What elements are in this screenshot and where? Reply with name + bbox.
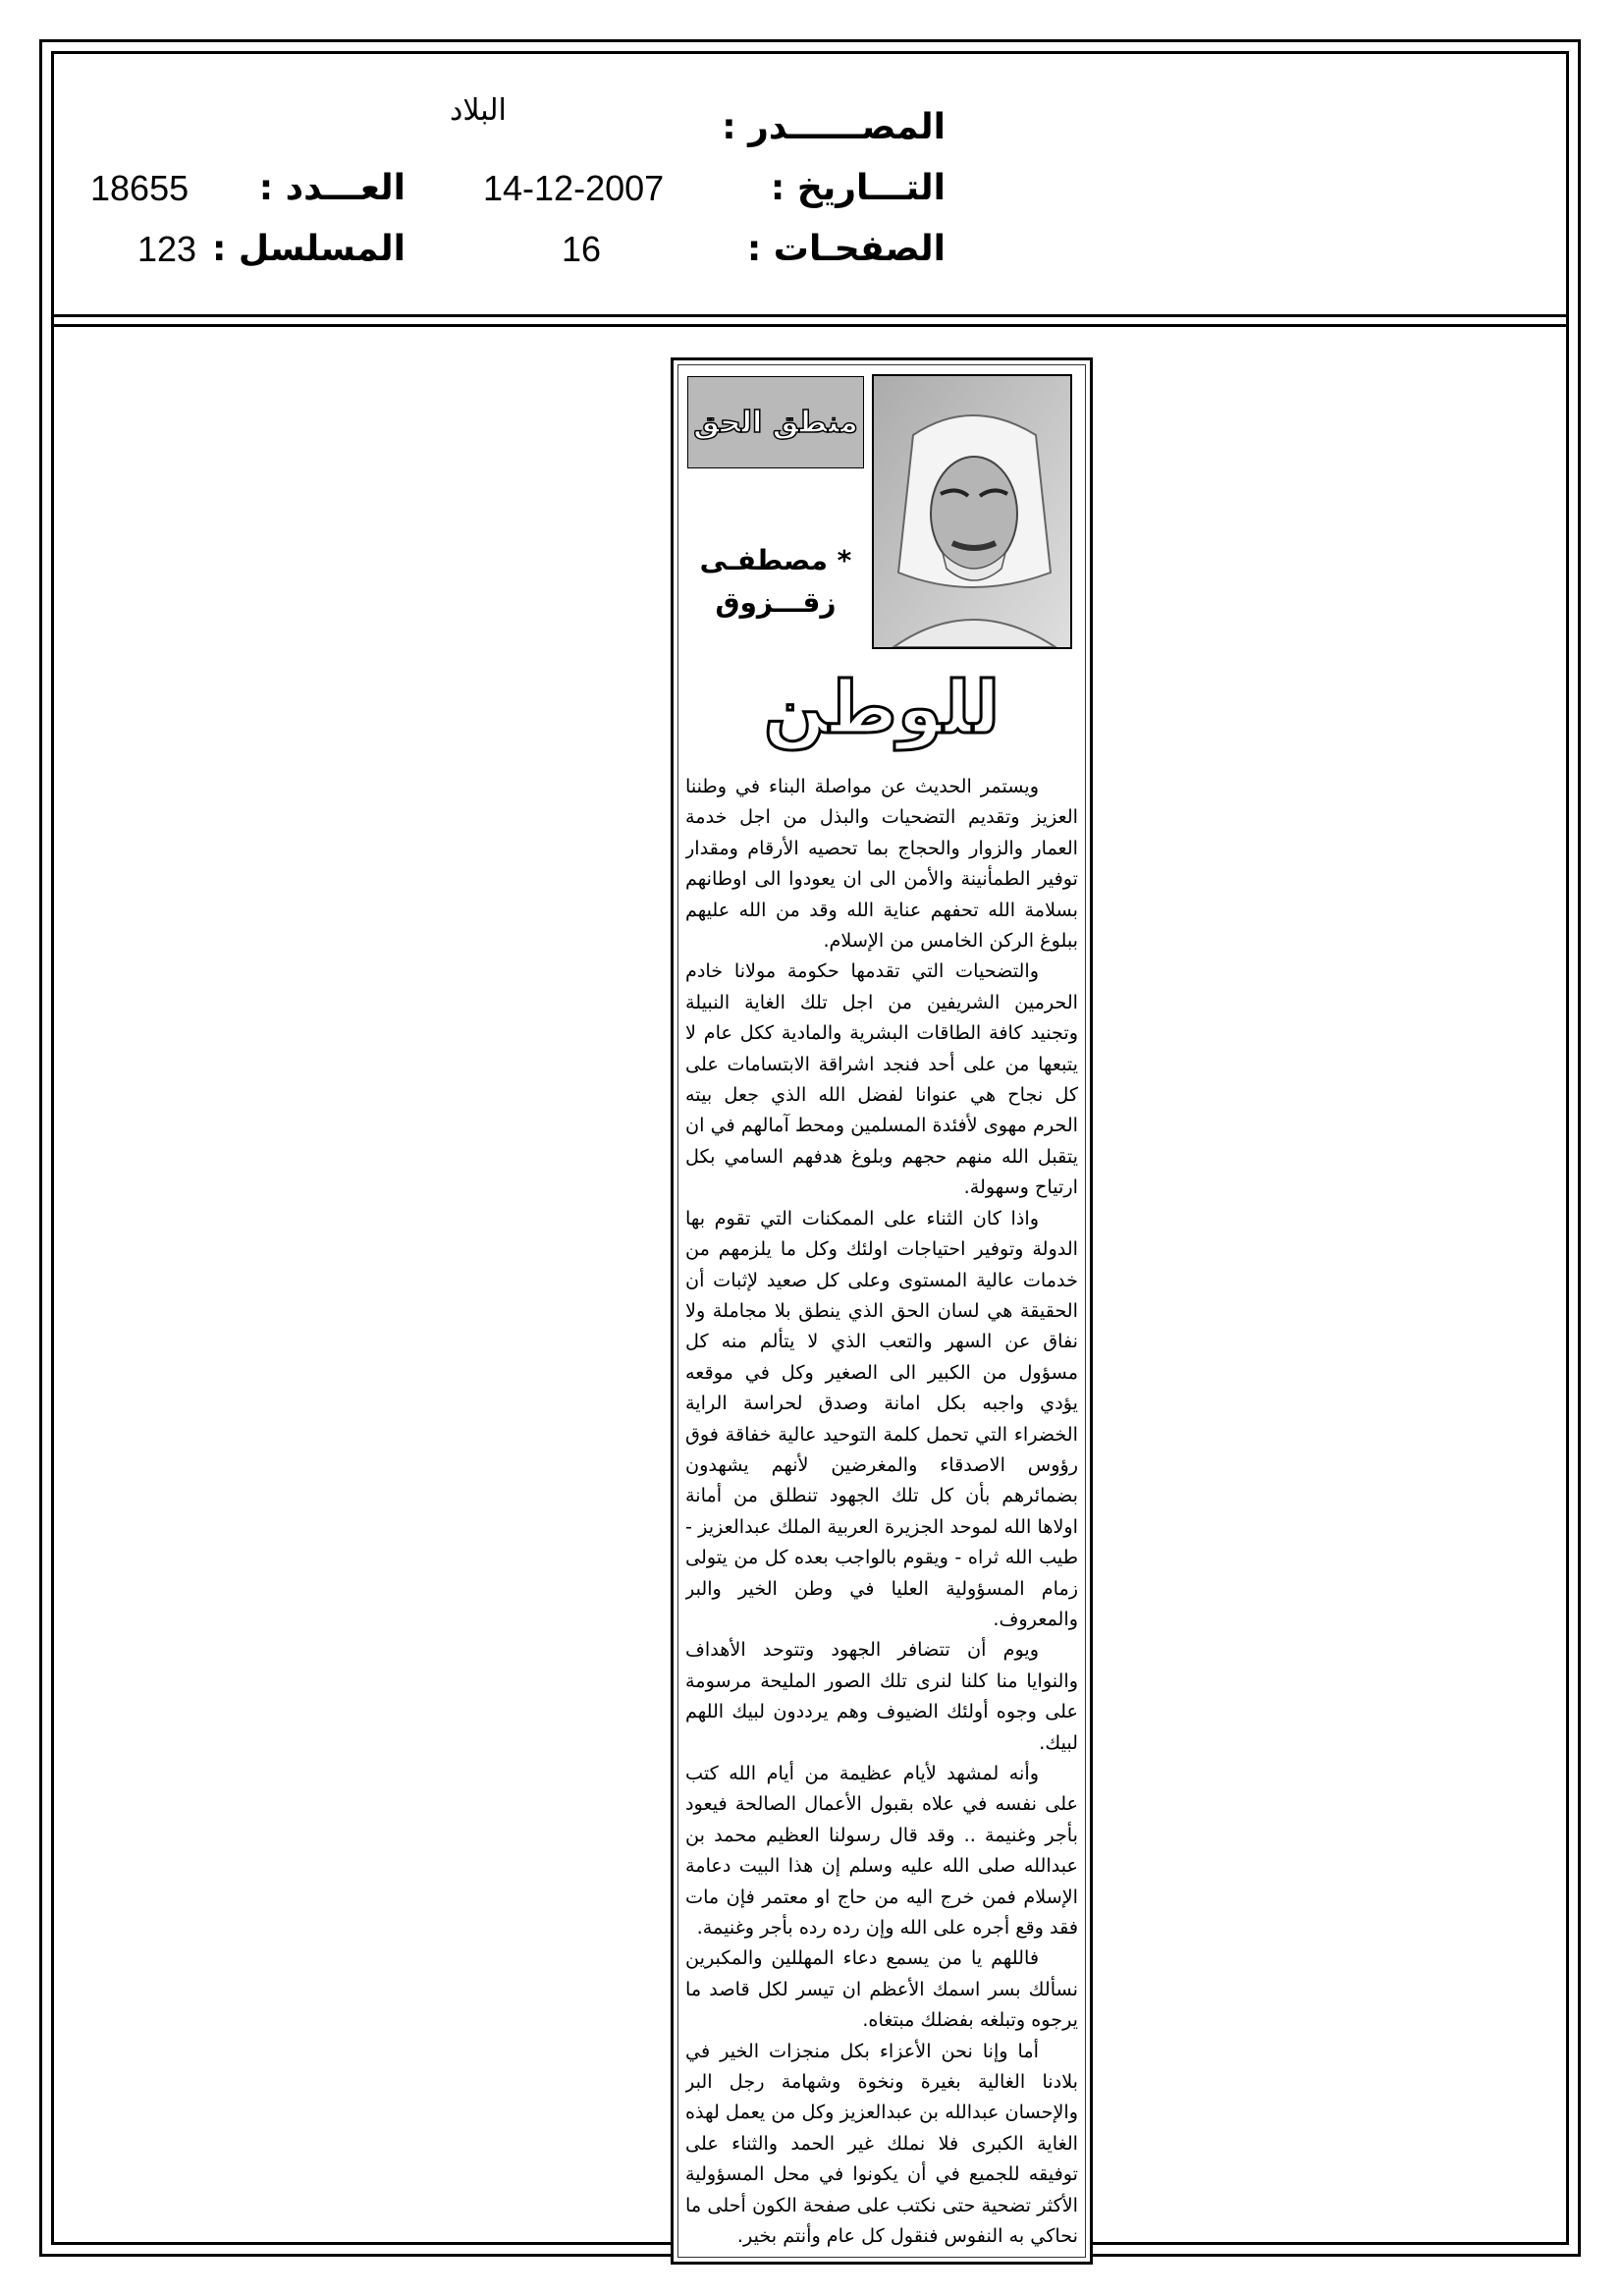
date-label: التـــاريخ : xyxy=(770,168,946,208)
source-value: البلاد xyxy=(450,93,507,128)
author-portrait-image xyxy=(874,376,1070,647)
article-headline xyxy=(674,655,1090,761)
header-divider xyxy=(51,314,1569,317)
pages-value: 16 xyxy=(562,229,602,269)
column-title-tag xyxy=(687,376,864,468)
article-paragraph: والتضحيات التي تقدمها حكومة مولانا خادم الحرمين الشريفين من اجل تلك الغاية النبيلة وتجنيد كافة الطاقات البشرية والمادية ككل عام لا يتبعها من على أحد فنجد اشراقة الابتسامات على كل نجاح هي عنوانا لفضل الله الذي جعل بيته الحرم مهوى لأفئدة المسلمين ومحط آمالهم في ان يتقبل الله منهم حجهم وبلوغ هدفهم السامي بكل ارتياح وسهولة. xyxy=(685,959,1078,1199)
article-paragraph: فاللهم يا من يسمع دعاء المهللين والمكبرين نسألك بسر اسمك الأعظم ان تيسر لكل قاصد ما يرجوه وتبلغه بفضلك مبتغاه. xyxy=(685,1946,1078,2032)
article-paragraph: واذا كان الثناء على الممكنات التي تقوم بها الدولة وتوفير احتياجات اولئك وكل ما يلزمهم من خدمات عالية المستوى وعلى كل صعيد لإثبات أن الحقيقة هي لسان الحق الذي ينطق بلا مجاملة ولا نفاق عن السهر والتعب الذي لا يتألم منه كل مسؤول من الكبير الى الصغير وكل في موقعه يؤدي واجبه بكل امانة وصدق لحراسة الراية الخضراء التي تحمل كلمة التوحيد عالية خفاقة فوق رؤوس الاصدقاء والمغرضين لأنهم يشهدون بضمائرهم بأن كل تلك الجهود تنطلق من أمانة اولاها الله لموحد الجزيرة العربية الملك عبدالعزيز - طيب الله ثراه - ويقوم بالواجب بعده كل من يتولى زمام المسؤولية العليا في وطن الخير والبر والمعروف. xyxy=(685,1206,1078,1630)
author-last-name: زقـــزوق xyxy=(715,586,837,619)
issue-value: 18655 xyxy=(90,168,189,208)
article-body xyxy=(685,771,1078,2252)
header-divider-double xyxy=(51,324,1569,327)
newspaper-clipping xyxy=(671,357,1093,2265)
pages-label: الصفحـات : xyxy=(746,229,946,269)
article-paragraph: وأنه لمشهد لأيام عظيمة من أيام الله كتب على نفسه في علاه بقبول الأعمال الصالحة فيعود بأجر وغنيمة .. وقد قال رسولنا العظيم محمد بن عبدالله صلى الله عليه وسلم إن هذا البيت دعامة الإسلام فمن خرج اليه من حاج او معتمر فإن مات فقد وقع أجره على الله وإن رده رده بأجر وغنيمة. xyxy=(685,1762,1078,1940)
article-paragraph: ويوم أن تتضافر الجهود وتتوحد الأهداف والنوايا منا كلنا لنرى تلك الصور المليحة مرسومة على وجوه أولئك الضيوف وهم يرددون لبيك اللهم لبيك. xyxy=(685,1638,1078,1754)
issue-label: العـــدد : xyxy=(258,168,406,208)
serial-value: 123 xyxy=(137,229,197,269)
source-label: المصــــــدر : xyxy=(722,107,946,147)
serial-label: المسلسل : xyxy=(211,229,406,269)
date-value: 14-12-2007 xyxy=(483,168,665,208)
author-first-name: * مصطفـى xyxy=(699,544,852,576)
article-paragraph: ويستمر الحديث عن مواصلة البناء في وطننا العزيز وتقديم التضحيات والبذل من اجل خدمة العمار والزوار والحجاج بما تحصيه الأرقام ومقدار توفير الطمأنينة والأمن الى ان يعودوا الى اوطانهم بسلامة الله تحفهم عناية الله وقد من الله عليهم ببلوغ الركن الخامس من الإسلام. xyxy=(685,775,1078,953)
author-byline xyxy=(691,518,860,645)
column-title: منطق الحق xyxy=(693,405,858,440)
article-paragraph: أما وإنا نحن الأعزاء بكل منجزات الخير في بلادنا الغالية بغيرة ونخوة وشهامة رجل البر والإحسان عبدالله بن عبدالعزيز وكل من يعمل لهذه الغاية الكبرى فلا نملك غير الحمد والثناء على توفيقه للجميع في أن يكونوا في محل المسؤولية الأكثر تضحية حتى نكتب على صفحة الكون أحلى ما نحاكي به النفوس فنقول كل عام وأنتم بخير. xyxy=(685,2039,1078,2248)
author-photo xyxy=(872,374,1072,649)
headline-text: للوطن xyxy=(763,666,1001,750)
